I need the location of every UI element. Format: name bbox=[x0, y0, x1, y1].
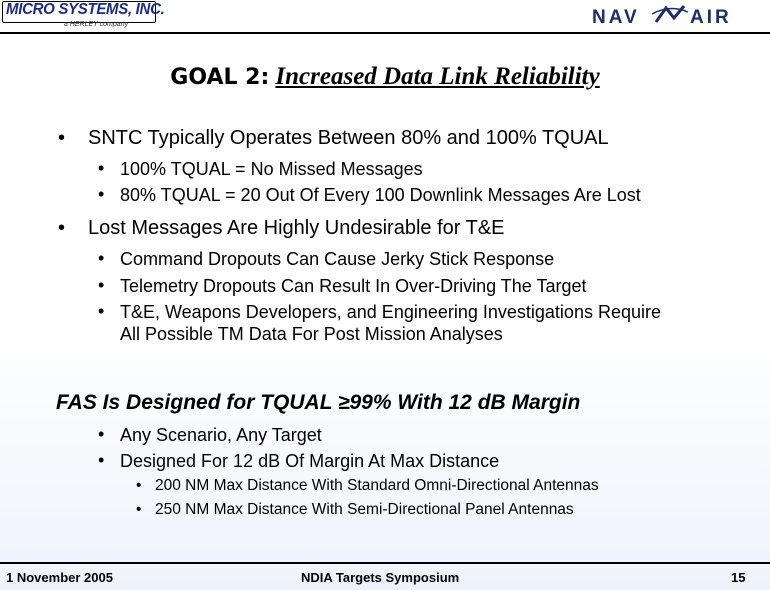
bullet-dot: • bbox=[98, 424, 105, 444]
bullet-dot: • bbox=[58, 217, 66, 239]
fas-sub-2-text: Designed For 12 dB Of Margin At Max Distance bbox=[120, 451, 500, 471]
bullet-dot: • bbox=[98, 158, 105, 178]
footer-date: 1 November 2005 bbox=[6, 570, 113, 585]
navair-logo bbox=[592, 0, 752, 30]
bullet-2-sub-2-text: Telemetry Dropouts Can Result In Over-Driving The Target bbox=[120, 276, 587, 296]
fas-statement: FAS Is Designed for TQUAL ≥99% With 12 dB Margin bbox=[56, 391, 581, 414]
bullet-dot: • bbox=[98, 248, 105, 268]
footer-page-number: 15 bbox=[731, 570, 746, 585]
logo-text: MICRO SYSTEMS, INC. bbox=[6, 0, 165, 19]
fas-subsub-1-text: 200 NM Max Distance With Standard Omni-Directional Antennas bbox=[155, 477, 599, 494]
micro-systems-logo bbox=[2, 0, 165, 31]
bullet-2-sub-1-text: Command Dropouts Can Cause Jerky Stick Response bbox=[120, 249, 555, 269]
header-rule bbox=[0, 32, 770, 34]
title-main: Increased Data Link Reliability bbox=[275, 63, 600, 90]
bullet-2-text: Lost Messages Are Highly Undesirable for T&E bbox=[88, 217, 505, 239]
bullet-dot: • bbox=[98, 450, 105, 470]
svg-text:NAV: NAV bbox=[592, 7, 640, 28]
bullet-dot: • bbox=[98, 184, 105, 204]
bullet-dot: • bbox=[136, 501, 142, 518]
svg-text:AIR: AIR bbox=[690, 7, 732, 28]
bullet-dot: • bbox=[136, 477, 142, 494]
navair-logo-graphic bbox=[592, 0, 752, 30]
bullet-dot: • bbox=[98, 275, 105, 295]
bullet-dot: • bbox=[98, 301, 105, 321]
footer-rule bbox=[0, 562, 770, 564]
footer-event: NDIA Targets Symposium bbox=[301, 570, 460, 585]
bullet-2-sub-3-text: T&E, Weapons Developers, and Engineering Investigations Require bbox=[120, 302, 661, 322]
title-prefix: GOAL 2: bbox=[170, 65, 270, 90]
fas-subsub-2-text: 250 NM Max Distance With Semi-Directional Panel Antennas bbox=[155, 501, 574, 518]
bullet-1-text: SNTC Typically Operates Between 80% and 100% TQUAL bbox=[88, 127, 609, 149]
bullet-2-sub-3-continued-text: All Possible TM Data For Post Mission Analyses bbox=[120, 324, 503, 344]
bullet-1-sub-1-text: 100% TQUAL = No Missed Messages bbox=[120, 159, 423, 179]
bullet-dot: • bbox=[58, 127, 66, 149]
bullet-1-sub-2-text: 80% TQUAL = 20 Out Of Every 100 Downlink Messages Are Lost bbox=[120, 185, 641, 205]
logo-subtext: a HERLEY company bbox=[64, 21, 129, 28]
fas-sub-1-text: Any Scenario, Any Target bbox=[120, 425, 322, 445]
slide-title bbox=[0, 63, 770, 91]
